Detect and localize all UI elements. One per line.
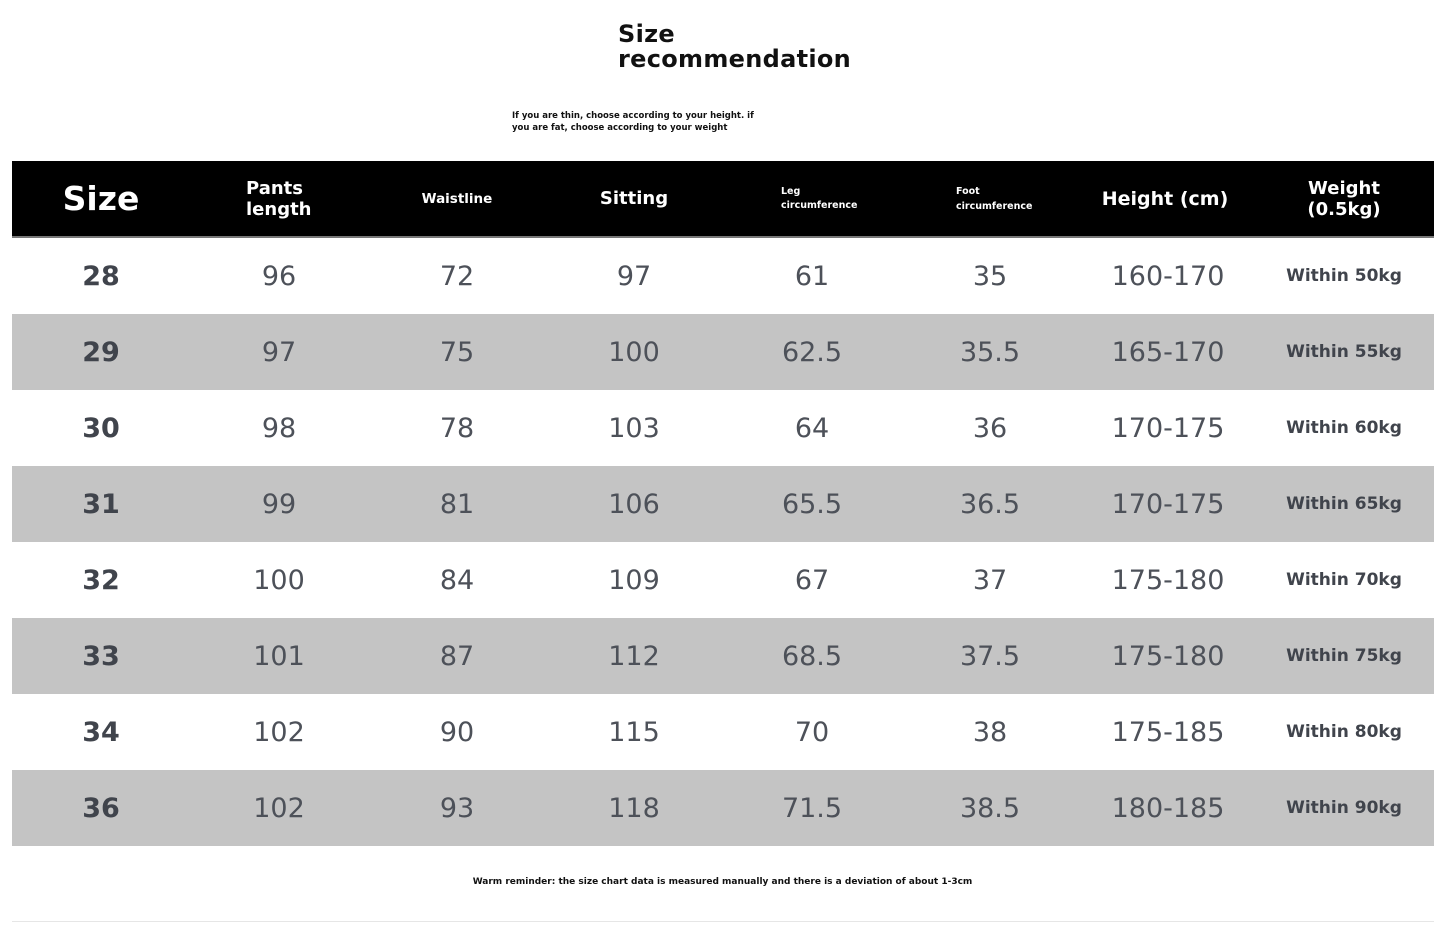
cell-weight: Within 50kg	[1286, 266, 1402, 286]
cell-waistline: 75	[439, 336, 475, 368]
cell-leg: 64	[794, 412, 830, 444]
cell-size: 34	[82, 716, 120, 748]
header-foot-circumference	[956, 161, 1086, 236]
header-leg-circumference	[781, 161, 911, 236]
table-row	[12, 238, 1434, 314]
cell-weight: Within 75kg	[1286, 646, 1402, 666]
cell-height: 170-175	[1111, 488, 1225, 520]
page-title	[618, 22, 918, 72]
header-sitting-label: Sitting	[599, 188, 669, 209]
cell-weight: Within 65kg	[1286, 494, 1402, 514]
cell-leg: 68.5	[781, 640, 843, 672]
header-weight-line-2: (0.5kg)	[1307, 198, 1381, 220]
header-waistline-label: Waistline	[421, 190, 493, 207]
cell-weight: Within 90kg	[1286, 798, 1402, 818]
header-foot-line-2: circumference	[956, 200, 1033, 212]
cell-leg: 65.5	[781, 488, 843, 520]
cell-waistline: 72	[439, 260, 475, 292]
cell-sitting: 103	[608, 412, 660, 444]
cell-waistline: 90	[439, 716, 475, 748]
cell-sitting: 118	[608, 792, 660, 824]
title-line-2: recommendation	[618, 45, 852, 73]
cell-foot: 36	[972, 412, 1008, 444]
header-leg-line-2: circumference	[781, 199, 858, 211]
cell-height: 175-180	[1111, 564, 1225, 596]
cell-pants-length: 96	[261, 260, 297, 292]
cell-weight: Within 70kg	[1286, 570, 1402, 590]
cell-foot: 37	[972, 564, 1008, 596]
cell-foot: 37.5	[959, 640, 1021, 672]
cell-size: 33	[82, 640, 120, 672]
cell-weight: Within 80kg	[1286, 722, 1402, 742]
cell-leg: 67	[794, 564, 830, 596]
cell-height: 165-170	[1111, 336, 1225, 368]
table-row	[12, 314, 1434, 390]
header-pants-length-line-2: length	[246, 198, 312, 220]
cell-pants-length: 102	[253, 792, 305, 824]
cell-height: 170-175	[1111, 412, 1225, 444]
header-weight-line-1: Weight	[1308, 177, 1380, 199]
cell-pants-length: 102	[253, 716, 305, 748]
bottom-divider	[12, 921, 1434, 922]
header-pants-length-line-1: Pants	[246, 177, 303, 199]
header-foot-line-1: Foot	[956, 185, 980, 197]
cell-sitting: 100	[608, 336, 660, 368]
cell-size: 31	[82, 488, 120, 520]
table-row	[12, 466, 1434, 542]
cell-foot: 38	[972, 716, 1008, 748]
cell-sitting: 97	[616, 260, 652, 292]
cell-size: 32	[82, 564, 120, 596]
cell-height: 175-185	[1111, 716, 1225, 748]
cell-size: 28	[82, 260, 120, 292]
cell-foot: 35.5	[959, 336, 1021, 368]
cell-leg: 61	[794, 260, 830, 292]
cell-waistline: 84	[439, 564, 475, 596]
cell-foot: 36.5	[959, 488, 1021, 520]
warm-reminder: Warm reminder: the size chart data is measured manually and there is a deviation of about 1-3cm	[472, 877, 973, 887]
cell-weight: Within 55kg	[1286, 342, 1402, 362]
cell-waistline: 78	[439, 412, 475, 444]
note-line-2: you are fat, choose according to your weight	[512, 122, 728, 133]
cell-leg: 71.5	[781, 792, 843, 824]
cell-sitting: 109	[608, 564, 660, 596]
cell-height: 180-185	[1111, 792, 1225, 824]
cell-height: 160-170	[1111, 260, 1225, 292]
cell-foot: 38.5	[959, 792, 1021, 824]
header-weight	[1255, 161, 1433, 236]
table-row	[12, 618, 1434, 694]
cell-pants-length: 98	[261, 412, 297, 444]
table-row	[12, 542, 1434, 618]
header-size-label: Size	[62, 179, 140, 218]
cell-leg: 62.5	[781, 336, 843, 368]
cell-size: 36	[82, 792, 120, 824]
cell-foot: 35	[972, 260, 1008, 292]
cell-size: 29	[82, 336, 120, 368]
table-row	[12, 770, 1434, 846]
cell-leg: 70	[794, 716, 830, 748]
cell-size: 30	[82, 412, 120, 444]
note-line-1: If you are thin, choose according to your height. if	[512, 111, 754, 121]
cell-height: 175-180	[1111, 640, 1225, 672]
selection-note	[512, 111, 762, 134]
cell-pants-length: 99	[261, 488, 297, 520]
header-height-label: Height (cm)	[1101, 187, 1229, 210]
cell-sitting: 106	[608, 488, 660, 520]
header-waistline	[368, 161, 546, 236]
cell-waistline: 87	[439, 640, 475, 672]
header-size	[12, 161, 190, 236]
title-line-1: Size	[618, 20, 675, 48]
cell-pants-length: 100	[253, 564, 305, 596]
cell-waistline: 93	[439, 792, 475, 824]
cell-sitting: 112	[608, 640, 660, 672]
header-pants-length	[246, 161, 386, 236]
table-header	[12, 161, 1434, 238]
cell-pants-length: 97	[261, 336, 297, 368]
header-height	[1076, 161, 1254, 236]
table-row	[12, 694, 1434, 770]
cell-waistline: 81	[439, 488, 475, 520]
header-sitting	[545, 161, 723, 236]
cell-sitting: 115	[608, 716, 660, 748]
size-table	[12, 161, 1434, 846]
cell-pants-length: 101	[253, 640, 305, 672]
header-leg-line-1: Leg	[781, 185, 801, 197]
table-row	[12, 390, 1434, 466]
cell-weight: Within 60kg	[1286, 418, 1402, 438]
